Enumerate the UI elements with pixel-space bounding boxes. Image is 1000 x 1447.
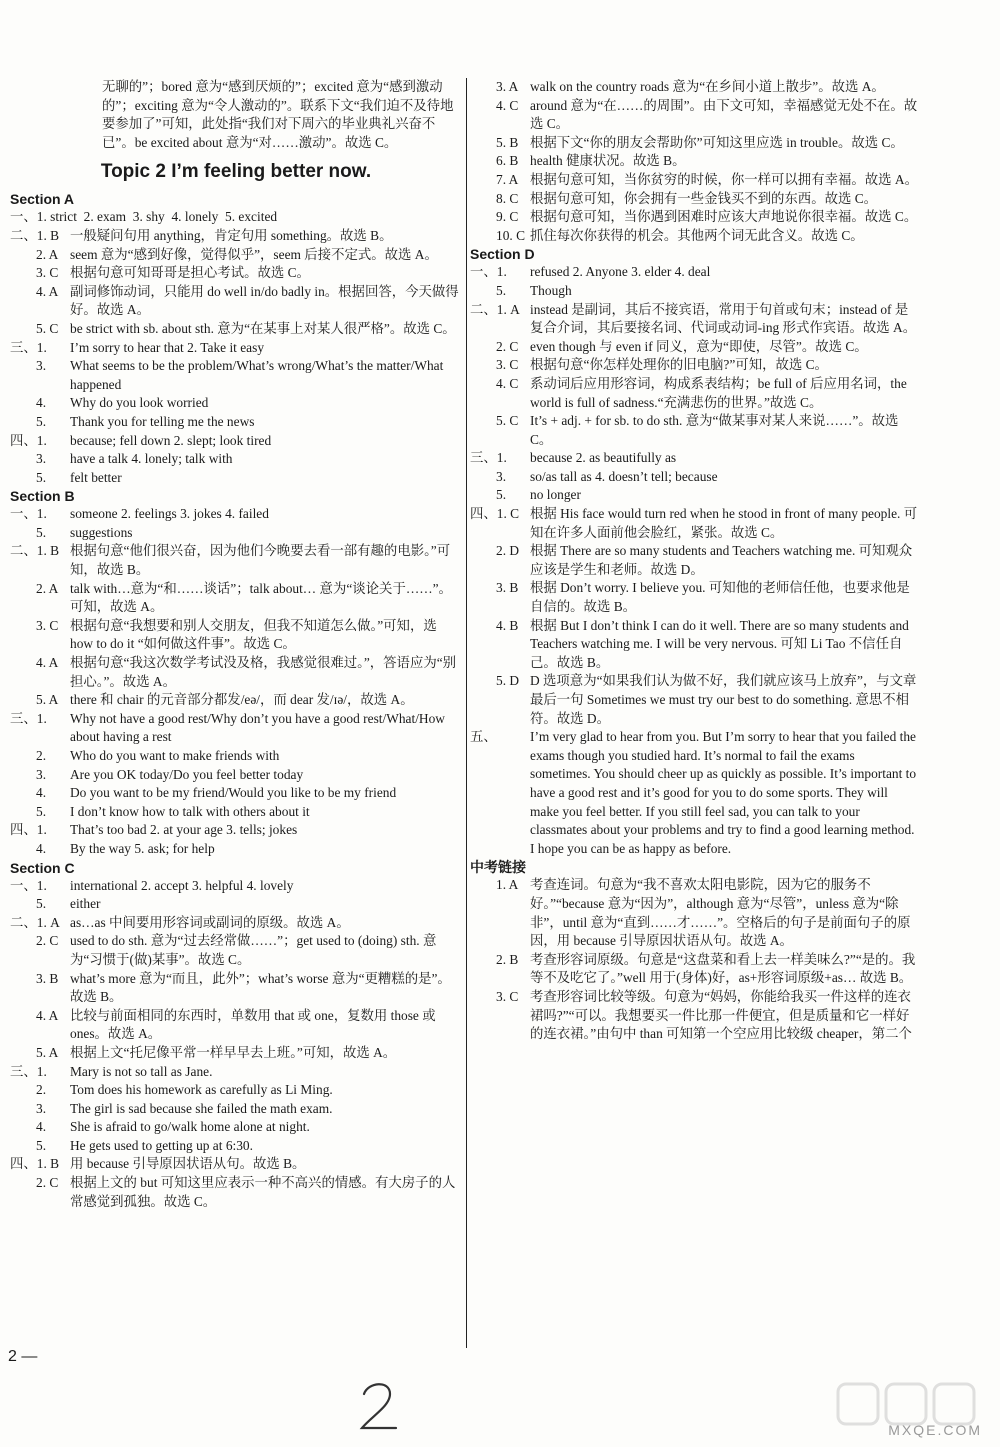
answer-row: 5. A there 和 chair 的元音部分都发/eə/，而 dear 发/ɪə/，故选 A。 [36,692,414,708]
answer-row: 5. D D 选项意为“如果我们认为做不好，我们就应该马上放弃”，与文章最后一句 Sometimes we must try our best to do something. 意思不相符。故选 D。 [496,673,917,726]
answer-row: 5. felt better [36,469,122,485]
answer-row: 4. By the way 5. ask; for help [36,840,215,856]
section-b-heading: Section B [10,488,75,505]
answer-row: 4. She is afraid to go/walk home alone at night. [36,1119,310,1135]
answer-row: 二、1. A as…as 中间要用形容词或副词的原级。故选 A。 [10,914,350,930]
answer-row: 4. A 副词修饰动词，只能用 do well in/do badly in。根据回答，今天做得好。故选 A。 [36,283,459,318]
essay-block [470,728,918,858]
answer-item: 5. excited [225,209,278,225]
answer-row: 2. B 考查形容词原级。句意是“这盘菜和看上去一样美味么?”“是的。我等不及吃它了。”well 用于(身体)好，as+形容词原级+as… 故选 B。 [496,951,916,986]
section-a-part1 [10,208,462,227]
answer-item: 3. shy [132,209,165,225]
section-c-heading: Section C [10,859,75,876]
answer-row: 5. either [36,896,101,912]
answer-row: 三、1. Why not have a good rest/Why don’t you have a good rest/What/How about having a rest [10,710,445,745]
answer-row: 4. A 比较与前面相同的东西时，单数用 that 或 one，复数用 those 或 ones。故选 A。 [36,1007,436,1042]
answer-row: 7. A 根据句意可知，当你贫穷的时候，你一样可以拥有幸福。故选 A。 [496,171,918,187]
answer-row: 3. have a talk 4. lonely; talk with [36,451,233,467]
answer-row: 3. C 根据句意可知哥哥是担心考试。故选 C。 [36,265,310,281]
topic-title: Topic 2 I’m feeling better now. [100,161,372,183]
answer-row: 二、1. B 一般疑问句用 anything，肯定句用 something。故选 B。 [10,227,393,243]
answer-row: 2. Who do you want to make friends with [36,748,280,763]
answer-row: 三、1. because 2. as beautifully as [470,450,677,466]
essay-text: I’m very glad to hear from you. But I’m sorry to hear that you failed the exams though you studied hard. It’s normal to fail the exams sometimes. You should cheer up as quickly as possible. It’s important to have a good rest and it’s good for you to do some sports. They will make you feel better. If you still feel sad, you can talk to your classmates about your problems and try to find a good learning method. I hope you can be as happy as before. [530,729,917,856]
answer-row: 8. C 根据句意可知，你会拥有一些金钱买不到的东西。故选 C。 [496,190,878,206]
answer-row: 4. A 根据句意“我这次数学考试没及格，我感觉很难过。”，答语应为“别担心。”。故选 A。 [36,655,457,689]
answer-row: 2. C even though 与 even if 同义，意为“即使，尽管”。故选 C。 [496,338,868,354]
answer-item: 一、1. strict [10,209,77,225]
answer-row: 5. Thank you for telling me the news [36,413,255,429]
answer-row: 4. Why do you look worried [36,395,209,411]
answer-row: 1. A 考查连词。句意为“我不喜欢太阳电影院，因为它的服务不好。”“because 意为“因为”，although 意为“尽管”，unless 意为“除非”，until 意为“直到……才……”。空格后的句子是前面句子的原因，用 because 引导原因状语从句。故选 A。 [496,877,911,949]
answer-row: 三、1. I’m sorry to hear that 2. Take it easy [10,339,265,355]
answer-row: 10. C 抓住每次你获得的机会。其他两个词无此含义。故选 C。 [496,227,864,243]
answer-row: 3. What seems to be the problem/What’s wrong/What’s the matter/What happened [36,358,444,392]
answer-row: 9. C 根据句意可知，当你遇到困难时应该大声地说你很幸福。故选 C。 [496,209,918,225]
watermark-text: MXQE.COM [888,1422,982,1438]
answer-row: 二、1. A instead 是副词，其后不接宾语，常用于句首或句末；instead of 是复合介词，其后要接名词、代词或动词-ing 形式作宾语。故选 A。 [470,301,917,336]
answer-row: 2. D 根据 There are so many students and Teachers watching me. 可知观众应该是学生和老师。故选 D。 [496,543,913,577]
answer-row: 2. A talk with…意为“和……谈话”；talk about… 意为“谈论关于……”。可知，故选 A。 [36,580,452,615]
answer-row: 5. suggestions [36,524,133,540]
answer-row: 3. B what’s more 意为“而且，此外”；what’s worse 意为“更糟糕的是”。故选 B。 [36,970,451,1005]
answer-row: 2. C used to do sth. 意为“过去经常做……”；get used to (doing) sth. 意为“习惯于(做)某事”。故选 C。 [36,933,437,967]
answer-row: 5. Though [496,282,572,298]
left-column [10,78,462,1211]
answer-row: 3. B 根据 Don’t worry. I believe you. 可知他的老师信任他，也要求他是自信的。故选 B。 [496,580,910,615]
essay-label: 五、 [470,729,497,745]
answer-row: 四、1. That’s too bad 2. at your age 3. tells; jokes [10,822,298,838]
section-a-heading: Section A [10,191,75,208]
column-divider [466,78,467,1348]
answer-row: 四、1. B 用 because 引导原因状语从句。故选 B。 [10,1156,306,1172]
answer-item: 2. exam [83,209,127,225]
answer-row: 5. B 根据下文“你的朋友会帮助你”可知这里应选 in trouble。故选 C。 [496,134,904,150]
answer-row: 2. A seem 意为“感到好像，觉得似乎”，seem 后接不定式。故选 A。 [36,246,438,262]
answer-row: 5. C It’s + adj. + for sb. to do sth. 意为“做某事对某人来说……”。故选 C。 [496,413,899,447]
answer-row: 3. A walk on the country roads 意为“在乡间小道上散步”。故选 A。 [496,79,885,94]
answer-row: 5. He gets used to getting up at 6:30. [36,1137,253,1153]
answer-row: 二、1. B 根据句意“他们很兴奋，因为他们今晚要去看一部有趣的电影。”可知，故选 B。 [10,543,451,578]
answer-row: 3. The girl is sad because she failed the math exam. [36,1100,333,1116]
answer-row: 5. C be strict with sb. about sth. 意为“在某事上对某人很严格”。故选 C。 [36,320,456,336]
answer-row: 三、1. Mary is not so tall as Jane. [10,1063,213,1079]
answer-row: 6. B health 健康状况。故选 B。 [496,153,686,169]
answer-row: 一、1. someone 2. feelings 3. jokes 4. failed [10,506,269,522]
answer-row: 3. Are you OK today/Do you feel better today [36,766,304,782]
answer-row: 一、1. international 2. accept 3. helpful 4. lovely [10,877,294,893]
page-number: 2 — [8,1348,38,1365]
right-column [470,78,918,1044]
intro-paragraph: 无聊的”；bored 意为“感到厌烦的”；excited 意为“感到激动的”；exciting 意为“令人激动的”。联系下文“我们迫不及待地要参加了”可知，此处指“我们对下周六的毕业典礼兴奋不已”。be excited about 意为“对……激动”。故选 C。 [102,79,454,150]
answer-row: 5. no longer [496,487,581,503]
answer-row: 4. C around 意为“在……的周围”。由下文可知，幸福感觉无处不在。故选 C。 [496,97,918,132]
answer-row: 四、1. because; fell down 2. slept; look tired [10,432,272,448]
answer-row: 4. Do you want to be my friend/Would you like to be my friend [36,785,397,801]
answer-row: 5. A 根据上文“托尼像平常一样早早去上班。”可知，故选 A。 [36,1044,397,1060]
answer-row: 4. C 系动词后应用形容词，构成系表结构；be full of 后应用名词，the world is full of sadness.“充满悲伤的世界。”故选 C。 [496,375,907,410]
handwritten-number [350,1376,410,1436]
zhongkao-heading: 中考链接 [470,859,526,876]
answer-row: 3. C 考查形容词比较等级。句意为“妈妈，你能给我买一件这样的连衣裙吗?”“可以。我想要买一件比那一件便宜，但是质量和它一样好的连衣裙。”由句中 than 可知第一个空应用比较级 cheaper，第二个 [496,988,912,1042]
answer-row: 3. so/as tall as 4. doesn’t tell; because [496,468,718,484]
answer-row: 2. Tom does his homework as carefully as Li Ming. [36,1082,333,1098]
answer-row: 4. B 根据 But I don’t think I can do it well. There are so many students and Teachers watching me. I will be very nervous. 可知 Li Tao 不信任自己。故选 B。 [496,617,909,670]
answer-row: 2. C 根据上文的 but 可知这里应表示一种不高兴的情感。有大房子的人常感觉到孤独。故选 C。 [36,1175,456,1209]
answer-row: 四、1. C 根据 His face would turn red when he stood in front of many people. 可知在许多人面前他会脸红，紧张。故选 C。 [470,506,918,540]
answer-item: 4. lonely [171,209,219,225]
answer-row: 3. C 根据句意“我想要和别人交朋友，但我不知道怎么做。”可知，选 how to do it “如何做这件事”。故选 C。 [36,617,437,652]
answer-row: 3. C 根据句意“你怎样处理你的旧电脑?”可知，故选 C。 [496,357,828,373]
section-d-heading: Section D [470,246,535,263]
answer-row: 5. I don’t know how to talk with others about it [36,803,310,819]
answer-row: 一、1. refused 2. Anyone 3. elder 4. deal [470,264,711,280]
